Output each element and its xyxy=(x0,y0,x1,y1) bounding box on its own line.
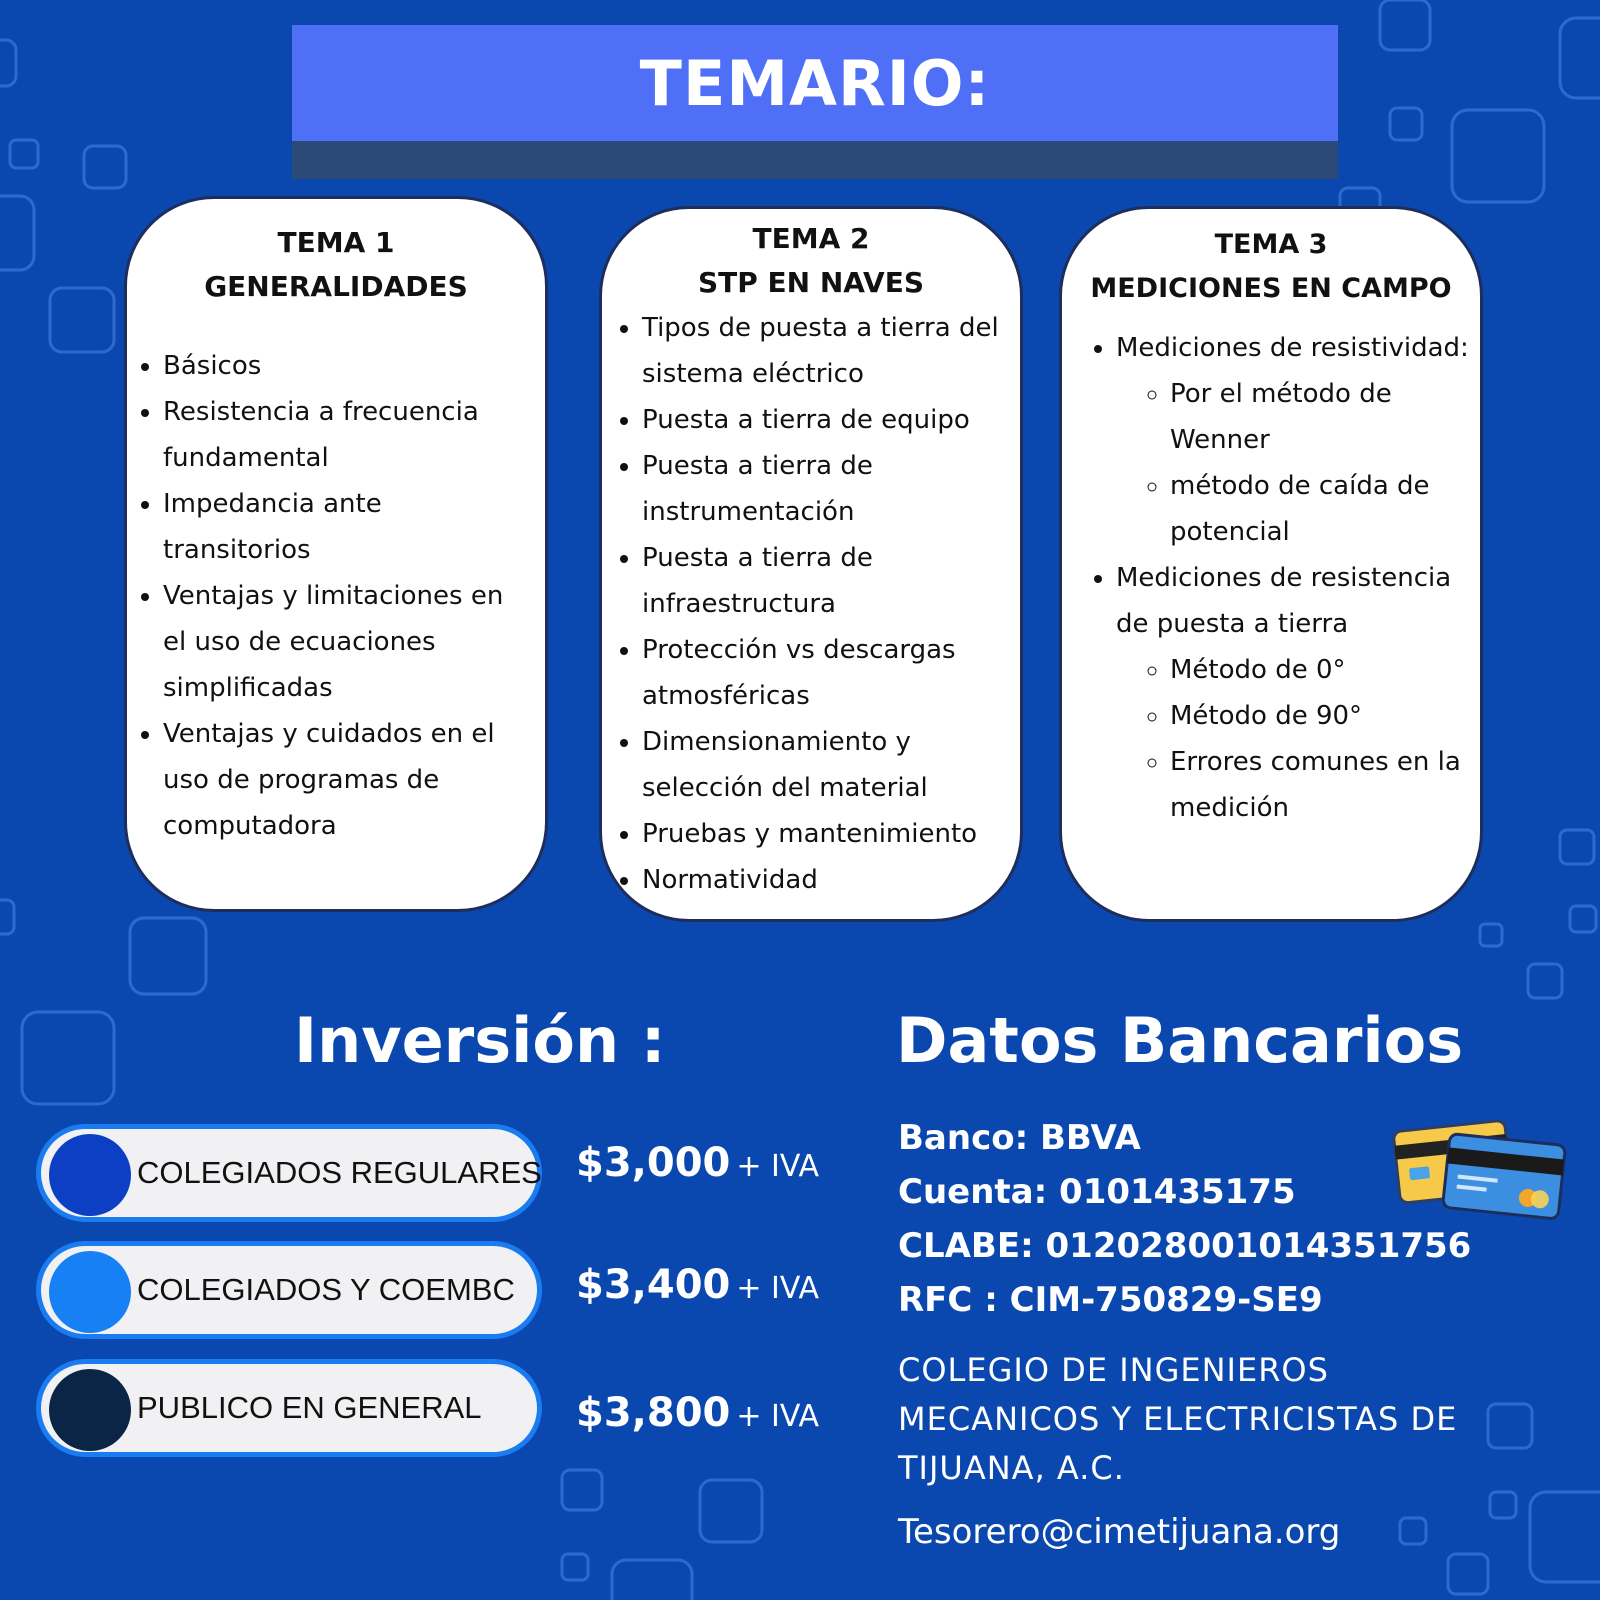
price-suffix: + IVA xyxy=(736,1149,820,1184)
investment-title: Inversión : xyxy=(294,1004,666,1077)
list-item: • Puesta a tierra de equipo xyxy=(642,397,1014,443)
sub-list-item: ◦ Por el método de Wenner xyxy=(1170,371,1470,463)
list-item: • Normatividad xyxy=(642,857,1014,903)
sub-list-item: ◦ Método de 90° xyxy=(1170,693,1470,739)
topic-subtitle: GENERALIDADES xyxy=(204,270,468,303)
sub-list xyxy=(1116,647,1470,831)
list-item: • Impedancia ante transitorios xyxy=(163,481,533,573)
bank-clabe: CLABE: 012028001014351756 xyxy=(898,1226,1472,1266)
price-suffix: + IVA xyxy=(736,1399,820,1434)
list-item: • Resistencia a frecuencia fundamental xyxy=(163,389,533,481)
tier-label: COLEGIADOS Y COEMBC xyxy=(137,1272,515,1307)
tier-label: PUBLICO EN GENERAL xyxy=(137,1390,482,1425)
topic-subtitle: STP EN NAVES xyxy=(697,266,924,299)
topic-heading xyxy=(602,217,1020,305)
topic-card-2 xyxy=(599,206,1023,922)
list-item: • Dimensionamiento y selección del material xyxy=(642,719,1014,811)
tier-dot xyxy=(49,1134,131,1216)
price-amount: $3,800 xyxy=(576,1390,731,1436)
topic-subtitle: MEDICIONES EN CAMPO xyxy=(1090,273,1452,304)
price-tier-publico xyxy=(36,1359,542,1457)
topic-card-3 xyxy=(1059,206,1483,922)
list-item: • Puesta a tierra de instrumentación xyxy=(642,443,1014,535)
temario-header xyxy=(292,25,1338,141)
list-item xyxy=(1116,325,1470,555)
topic-heading xyxy=(1062,223,1480,311)
page-title: TEMARIO: xyxy=(639,46,991,120)
tier-dot xyxy=(49,1369,131,1451)
tier-price xyxy=(576,1262,819,1308)
topic-heading xyxy=(127,221,545,309)
topic-list xyxy=(127,343,545,849)
topic-title: TEMA 3 xyxy=(1214,229,1328,260)
sub-list-item: ◦ método de caída de potencial xyxy=(1170,463,1470,555)
contact-email[interactable]: Tesorero@cimetijuana.org xyxy=(898,1512,1341,1552)
credit-cards-icon xyxy=(1390,1112,1570,1222)
organization-name: COLEGIO DE INGENIEROS MECANICOS Y ELECTRICISTAS DE TIJUANA, A.C. xyxy=(898,1351,1458,1487)
price-amount: $3,000 xyxy=(576,1140,731,1186)
sub-list-item: ◦ Errores comunes en la medición xyxy=(1170,739,1470,831)
bank-account: Cuenta: 0101435175 xyxy=(898,1172,1296,1212)
list-item: • Ventajas y cuidados en el uso de programas de computadora xyxy=(163,711,533,849)
list-item: • Ventajas y limitaciones en el uso de ecuaciones simplificadas xyxy=(163,573,533,711)
tier-dot xyxy=(49,1251,131,1333)
list-item: • Protección vs descargas atmosféricas xyxy=(642,627,1014,719)
sub-list xyxy=(1116,371,1470,555)
bank-data-title: Datos Bancarios xyxy=(896,1004,1464,1077)
list-item-label: Mediciones de resistividad: xyxy=(1116,333,1469,363)
tier-label: COLEGIADOS REGULARES xyxy=(137,1155,542,1190)
price-tier-regulares xyxy=(36,1124,542,1222)
topic-list xyxy=(1062,325,1480,831)
bank-name: Banco: BBVA xyxy=(898,1118,1141,1158)
topic-title: TEMA 1 xyxy=(277,226,395,259)
list-item xyxy=(1116,555,1470,831)
sub-list-item: ◦ Método de 0° xyxy=(1170,647,1470,693)
topic-card-1 xyxy=(124,196,548,912)
header-shadow-bar xyxy=(292,141,1338,179)
price-amount: $3,400 xyxy=(576,1262,731,1308)
list-item-label: Mediciones de resistencia de puesta a tierra xyxy=(1116,563,1452,639)
list-item: • Puesta a tierra de infraestructura xyxy=(642,535,1014,627)
price-suffix: + IVA xyxy=(736,1271,820,1306)
tier-price xyxy=(576,1140,819,1186)
list-item: • Tipos de puesta a tierra del sistema eléctrico xyxy=(642,305,1014,397)
list-item: • Básicos xyxy=(163,343,533,389)
topic-title: TEMA 2 xyxy=(752,222,870,255)
price-tier-coembc xyxy=(36,1241,542,1339)
topic-list xyxy=(602,305,1020,903)
list-item: • Pruebas y mantenimiento xyxy=(642,811,1014,857)
bank-rfc: RFC : CIM-750829-SE9 xyxy=(898,1280,1323,1320)
tier-price xyxy=(576,1390,819,1436)
